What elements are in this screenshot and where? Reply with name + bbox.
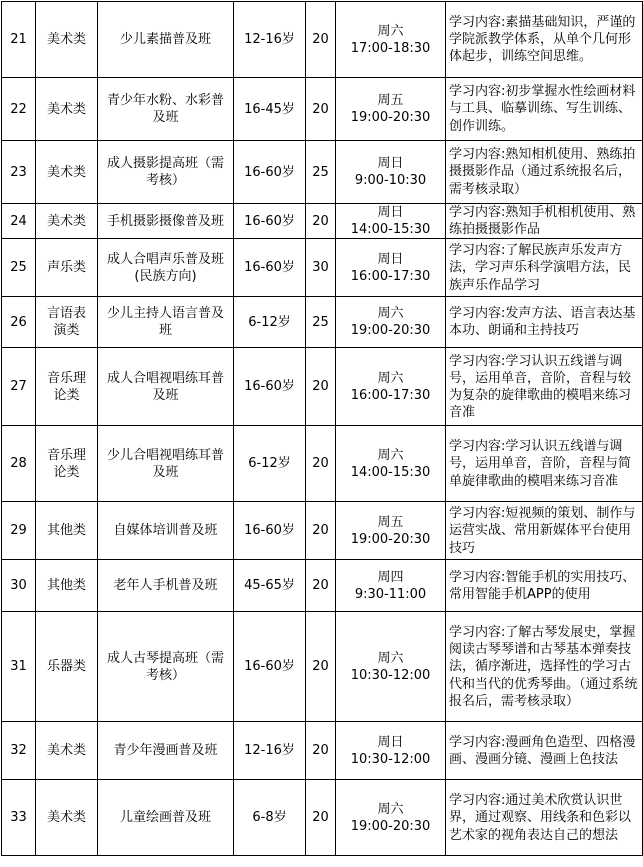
schedule [336,780,446,856]
course-content: 学习内容:学习认识五线谱与调号，运用单音，音阶，音程与简单旋律歌曲的模唱来练习音准 [446,426,643,502]
schedule-time: 9:00-10:30 [354,173,427,188]
course-category: 美术类 [36,780,98,856]
schedule-time: 19:00-20:30 [350,818,431,834]
row-number: 27 [2,348,36,426]
row-number: 30 [2,560,36,612]
course-name: 老年人手机普及班 [98,560,234,612]
course-category: 美术类 [36,722,98,780]
schedule-day: 周六 [377,650,404,666]
age-range: 6-12岁 [234,426,306,502]
course-content: 学习内容:智能手机的实用技巧、常用智能手机APP的使用 [446,560,643,612]
table-row [2,348,643,426]
age-range: 16-60岁 [234,348,306,426]
schedule [336,612,446,722]
age-range: 6-8岁 [234,780,306,856]
table-body [2,2,643,856]
course-category: 美术类 [36,204,98,239]
enrollment-quota: 20 [306,426,336,502]
age-range: 45-65岁 [234,560,306,612]
course-name: 成人古琴提高班（需考核） [98,612,234,722]
table-row [2,780,643,856]
course-category: 音乐理论类 [36,426,98,502]
course-category: 乐器类 [36,612,98,722]
course-name: 成人合唱视唱练耳普及班 [98,348,234,426]
row-number: 24 [2,204,36,239]
schedule-time: 19:00-20:30 [350,323,431,339]
schedule-time: 19:00-20:30 [350,110,431,125]
course-content: 学习内容:了解民族声乐发声方法，学习声乐科学演唱方法，民族声乐作品学习 [446,239,643,297]
enrollment-quota: 20 [306,560,336,612]
enrollment-quota: 20 [306,2,336,78]
schedule-day: 周日 [377,251,404,267]
course-name: 少儿素描普及班 [98,2,234,78]
schedule-time: 10:30-12:00 [350,667,431,683]
course-content: 学习内容:短视频的策划、制作与运营实战、常用新媒体平台使用技巧 [446,502,643,560]
schedule [336,204,446,239]
schedule-time: 16:00-17:30 [350,268,431,284]
schedule [336,426,446,502]
table-row [2,722,643,780]
course-content: 学习内容:熟知手机相机使用、熟练拍摄摄影作品 [446,204,643,239]
enrollment-quota: 20 [306,502,336,560]
enrollment-quota: 20 [306,348,336,426]
schedule-day: 周六 [377,370,404,386]
age-range: 16-60岁 [234,204,306,239]
schedule-day: 周日 [377,734,404,750]
course-schedule-table [1,1,643,856]
course-content: 学习内容:通过美术欣赏认识世界，通过观察、用线条和色彩以艺术家的视角表达自己的想法 [446,780,643,856]
schedule-time: 14:00-15:30 [350,464,431,480]
enrollment-quota: 20 [306,780,336,856]
schedule-time: 19:00-20:30 [350,531,431,547]
row-number: 22 [2,78,36,141]
course-name: 青少年水粉、水彩普及班 [98,78,234,141]
row-number: 31 [2,612,36,722]
age-range: 6-12岁 [234,297,306,348]
schedule-day: 周四 [377,569,404,585]
schedule-day: 周日 [377,156,404,171]
schedule-day: 周日 [377,205,404,221]
course-category: 美术类 [36,78,98,141]
enrollment-quota: 30 [306,239,336,297]
table-row [2,426,643,502]
schedule [336,2,446,78]
course-name: 成人摄影提高班（需考核） [98,141,234,204]
course-name: 手机摄影摄像普及班 [98,204,234,239]
course-category: 美术类 [36,2,98,78]
row-number: 26 [2,297,36,348]
course-content: 学习内容:漫画角色造型、四格漫画、漫画分镜、漫画上色技法 [446,722,643,780]
table-row [2,297,643,348]
schedule-day: 周五 [377,93,404,108]
schedule [336,297,446,348]
enrollment-quota: 20 [306,204,336,239]
course-content: 学习内容:发声方法、语言表达基本功、朗诵和主持技巧 [446,297,643,348]
course-name: 儿童绘画普及班 [98,780,234,856]
row-number: 32 [2,722,36,780]
course-name: 自媒体培训普及班 [98,502,234,560]
course-name: 少儿主持人语言普及班 [98,297,234,348]
row-number: 28 [2,426,36,502]
age-range: 16-45岁 [234,78,306,141]
course-category: 音乐理论类 [36,348,98,426]
course-content: 学习内容:素描基础知识，严谨的学院派教学体系，从单个几何形体起步，训练空间思维。 [446,2,643,78]
schedule-time: 9:30-11:00 [354,586,427,602]
row-number: 29 [2,502,36,560]
course-category: 美术类 [36,141,98,204]
row-number: 33 [2,780,36,856]
table-row [2,560,643,612]
age-range: 16-60岁 [234,612,306,722]
schedule-time: 16:00-17:30 [350,387,431,403]
enrollment-quota: 25 [306,297,336,348]
schedule-day: 周六 [377,306,404,322]
table-row [2,612,643,722]
schedule [336,141,446,204]
table-row [2,204,643,239]
row-number: 21 [2,2,36,78]
table-row [2,141,643,204]
schedule-day: 周六 [377,801,404,817]
enrollment-quota: 20 [306,722,336,780]
schedule [336,239,446,297]
enrollment-quota: 25 [306,141,336,204]
schedule [336,348,446,426]
age-range: 16-60岁 [234,239,306,297]
course-content: 学习内容:学习认识五线谱与调号，运用单音，音阶，音程与较为复杂的旋律歌曲的模唱来练习音准 [446,348,643,426]
table-row [2,502,643,560]
schedule-time: 14:00-15:30 [350,222,431,238]
course-content: 学习内容:初步掌握水性绘画材料与工具、临摹训练、写生训练、创作训练。 [446,78,643,141]
schedule-time: 17:00-18:30 [350,40,431,56]
course-content: 学习内容:了解古琴发展史，掌握阅读古琴琴谱和古琴基本弹奏技法，循序渐进，选择性的学习古代和当代的优秀琴曲。（通过系统报名后，需考核录取） [446,612,643,722]
schedule [336,722,446,780]
table-row [2,239,643,297]
course-category: 其他类 [36,502,98,560]
row-number: 25 [2,239,36,297]
course-category: 声乐类 [36,239,98,297]
schedule-time: 10:30-12:00 [350,751,431,767]
course-content: 学习内容:熟知相机使用、熟练拍摄摄影作品（通过系统报名后，需考核录取） [446,141,643,204]
schedule-day: 周六 [377,23,404,39]
row-number: 23 [2,141,36,204]
course-name: 成人合唱声乐普及班(民族方向) [98,239,234,297]
schedule [336,78,446,141]
enrollment-quota: 20 [306,612,336,722]
course-category: 言语表演类 [36,297,98,348]
age-range: 16-60岁 [234,141,306,204]
course-name: 青少年漫画普及班 [98,722,234,780]
schedule-day: 周六 [377,447,404,463]
age-range: 12-16岁 [234,2,306,78]
course-name: 少儿合唱视唱练耳普及班 [98,426,234,502]
age-range: 16-60岁 [234,502,306,560]
schedule-day: 周五 [377,514,404,530]
schedule [336,502,446,560]
age-range: 12-16岁 [234,722,306,780]
enrollment-quota: 20 [306,78,336,141]
course-category: 其他类 [36,560,98,612]
schedule [336,560,446,612]
table-row [2,2,643,78]
table-row [2,78,643,141]
